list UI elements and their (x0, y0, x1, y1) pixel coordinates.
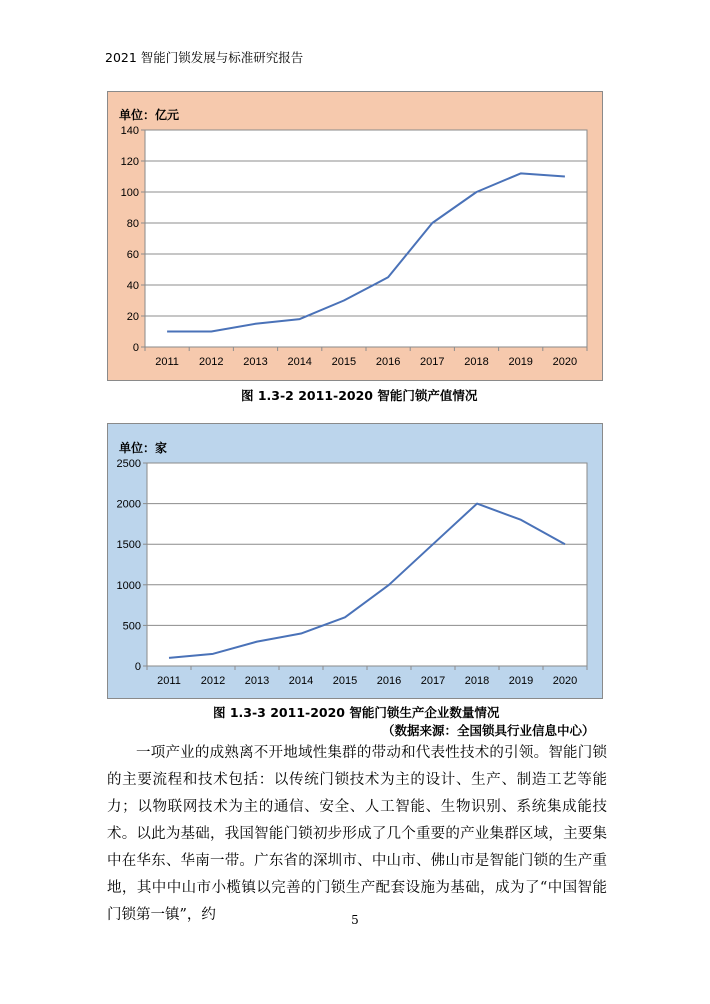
chart-enterprise-count-source: （数据来源：全国锁具行业信息中心） (382, 723, 595, 738)
chart1-x-tick-label: 2019 (508, 356, 533, 368)
page-header: 2021 智能门锁发展与标准研究报告 (105, 50, 304, 65)
chart-enterprise-count (107, 423, 603, 699)
chart1-x-tick-label: 2016 (375, 356, 401, 368)
chart1-x-tick-label: 2012 (199, 356, 224, 368)
chart-output-value-caption: 图 1.3-2 2011-2020 智能门锁产值情况 (241, 388, 478, 403)
chart2-y-tick-label: 0 (134, 661, 141, 673)
chart2-x-tick-label: 2017 (420, 675, 446, 687)
chart1-y-tick-label: 60 (126, 249, 139, 261)
chart1-x-tick-label: 2014 (287, 356, 312, 368)
chart-output-value-svg (107, 91, 603, 381)
body-text (107, 740, 607, 929)
page-number: 5 (351, 913, 359, 927)
chart2-unit-label: 单位：家 (119, 441, 168, 455)
chart2-y-tick-label: 1500 (116, 539, 141, 552)
chart2-x-tick-label: 2011 (157, 675, 181, 687)
chart1-x-tick-label: 2018 (464, 356, 489, 368)
chart2-x-tick-label: 2019 (508, 675, 534, 687)
body-paragraph: 一项产业的成熟离不开地域性集群的带动和代表性技术的引领。智能门锁的主要流程和技术包括：以传统门锁技术为主的设计、生产、制造工艺等能力；以物联网技术为主的通信、安全、人工智能、生物识别、系统集成能技术。以此为基础，我国智能门锁初步形成了几个重要的产业集群区域，主要集中在华东、华南一带。广东省的深圳市、中山市、佛山市是智能门锁的生产重地，其中中山市小榄镇以完善的门锁生产配套设施为基础，成为了“中国智能门锁第一镇”，约 (107, 745, 607, 923)
chart2-y-tick-label: 2000 (116, 498, 141, 511)
chart2-x-tick-label: 2020 (552, 675, 578, 687)
chart2-x-tick-label: 2016 (376, 675, 402, 687)
chart-enterprise-count-svg (107, 423, 603, 699)
chart-output-value (107, 91, 603, 381)
chart1-y-tick-label: 140 (120, 125, 139, 137)
chart1-x-tick-label: 2020 (552, 356, 578, 368)
chart2-x-tick-label: 2015 (332, 675, 358, 687)
chart1-y-tick-label: 0 (132, 342, 139, 354)
chart1-y-tick-label: 120 (120, 156, 139, 168)
chart1-x-tick-label: 2013 (243, 356, 268, 368)
chart-enterprise-count-caption: 图 1.3-3 2011-2020 智能门锁生产企业数量情况 (213, 705, 500, 720)
chart1-unit-label: 单位：亿元 (119, 108, 180, 122)
chart1-y-tick-label: 100 (120, 187, 139, 199)
chart1-x-tick-label: 2011 (155, 356, 179, 368)
chart1-y-tick-label: 80 (126, 218, 139, 230)
chart2-x-tick-label: 2013 (244, 675, 270, 687)
chart2-y-tick-label: 500 (122, 620, 141, 633)
chart1-x-tick-label: 2015 (331, 356, 357, 368)
chart2-x-tick-label: 2018 (464, 675, 490, 687)
chart1-x-tick-label: 2017 (420, 356, 445, 368)
chart2-y-tick-label: 2500 (116, 458, 141, 470)
chart1-y-tick-label: 20 (126, 311, 139, 323)
chart2-y-tick-label: 1000 (116, 579, 141, 592)
chart2-x-tick-label: 2012 (200, 675, 226, 687)
chart2-x-tick-label: 2014 (288, 675, 314, 687)
chart2-plot-area (147, 463, 587, 666)
chart1-y-tick-label: 40 (126, 280, 139, 292)
chart1-plot-area (145, 130, 587, 347)
